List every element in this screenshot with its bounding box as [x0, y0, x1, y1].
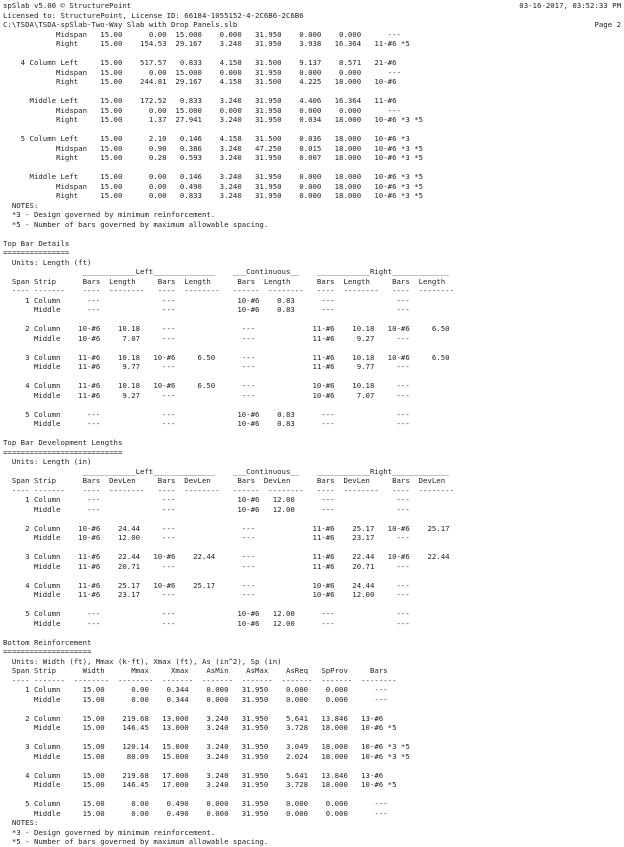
report-line: ====================	[3, 647, 92, 656]
report-line: Top Bar Development Lengths	[3, 438, 123, 447]
report-line	[3, 704, 621, 714]
report-line	[3, 315, 621, 325]
report-line	[3, 600, 621, 610]
report-line: NOTES:	[3, 818, 39, 827]
report-line: ---- ------- ---- -------- ---- -------- ------ -------- ---- -------- ---- --------	[3, 286, 454, 295]
report-line: 5 Column 15.00 0.00 0.490 0.000 31.950 0.000 0.000 ---	[3, 799, 388, 808]
license-text: Licensed to: StructurePoint, License ID: 66184-1055152-4-2C6B6-2C6B6	[3, 10, 304, 20]
report-line: Middle --- --- 10-#6 12.00 --- ---	[3, 618, 410, 628]
report-line	[3, 429, 621, 439]
report-line: Right 15.00 0.28 0.593 3.240 31.950 0.007 18.000 10-#6 *3 *5	[3, 153, 424, 162]
report-line: Middle 11-#6 9.27 --- --- 10-#6 7.07 ---	[3, 390, 410, 400]
report-line: Midspan 15.00 0.00 15.000 0.000 31.950 0.000 0.000 ---	[3, 29, 401, 39]
report-line: Bottom Reinforcement	[3, 637, 92, 647]
report-line: Middle 15.00 146.45 17.000 3.240 31.950 3.728 18.000 10-#6 *5	[3, 780, 397, 789]
report-line: Middle 15.00 146.45 13.000 3.240 31.950 3.728 18.000 10-#6 *5	[3, 723, 397, 732]
page-number: Page 2	[594, 20, 621, 29]
report-line: Middle 15.00 80.09 15.000 3.240 31.950 2.024 18.000 10-#6 *3 *5	[3, 751, 410, 761]
report-line: 5 Column --- --- 10-#6 0.83 --- ---	[3, 409, 410, 419]
report-line: Span Strip Bars Length Bars Length Bars Length Bars Length Bars Length	[3, 276, 446, 286]
report-line: 4 Column 11-#6 25.17 10-#6 25.17 --- 10-#6 24.44 ---	[3, 580, 410, 590]
report-line: NOTES:	[3, 200, 39, 210]
report-line	[3, 125, 621, 135]
report-line	[3, 514, 621, 524]
report-line	[3, 733, 621, 743]
report-line: Units: Length (ft)	[3, 257, 92, 267]
report-line: 1 Column --- --- 10-#6 12.00 --- ---	[3, 495, 410, 504]
report-line: Middle --- --- 10-#6 12.00 --- ---	[3, 504, 410, 514]
report-line: 2 Column 10-#6 24.44 --- --- 11-#6 25.17 10-#6 25.17	[3, 523, 450, 533]
report-line: Midspan 15.00 0.00 0.490 3.240 31.950 0.000 18.000 10-#6 *3 *5	[3, 181, 424, 191]
report-line: Middle --- --- 10-#6 0.83 --- ---	[3, 305, 410, 314]
report-line: 4 Column Left 15.00 517.57 0.833 4.158 31.500 9.137 8.571 21-#6	[3, 58, 397, 67]
report-line: 4 Column 11-#6 10.18 10-#6 6.50 --- 10-#6 10.18 ---	[3, 381, 410, 390]
report-line: Middle Left 15.00 172.52 0.833 3.240 31.950 4.406 16.364 11-#6	[3, 96, 397, 105]
report-line: 5 Column --- --- 10-#6 12.00 --- ---	[3, 609, 410, 618]
report-line: *3 - Design governed by minimum reinforcement.	[3, 827, 216, 837]
report-line	[3, 163, 621, 173]
report-line: ===============	[3, 248, 70, 257]
report-line	[3, 372, 621, 382]
report-line	[3, 571, 621, 581]
report-line	[3, 229, 621, 239]
report-line	[3, 87, 621, 97]
report-line: Middle 11-#6 9.77 --- --- 11-#6 9.77 ---	[3, 362, 410, 371]
header-row-2	[3, 11, 621, 21]
report-line: Units: Length (in)	[3, 457, 92, 466]
report-line: Middle Left 15.00 0.00 0.146 3.240 31.950 0.000 18.000 10-#6 *3 *5	[3, 172, 424, 181]
report-line: Right 15.00 1.37 27.941 3.240 31.950 0.034 18.000 10-#6 *3 *5	[3, 115, 424, 124]
report-line: Right 15.00 154.53 29.167 3.240 31.950 3.938 16.364 11-#6 *5	[3, 39, 410, 48]
report-line: Midspan 15.00 0.00 15.000 0.000 31.950 0.000 0.000 ---	[3, 67, 401, 77]
report-line: Middle 11-#6 23.17 --- --- 10-#6 12.00 ---	[3, 590, 410, 599]
report-line: ===========================	[3, 447, 123, 457]
report-datetime: 03-16-2017, 03:52:33 PM	[519, 1, 621, 10]
report-line: ____________Left______________ ___Continuous__ ____________Right_____________	[3, 466, 450, 476]
report-line: Midspan 15.00 0.90 0.386 3.240 47.250 0.015 18.000 10-#6 *3 *5	[3, 143, 424, 153]
header-row-1	[3, 1, 621, 11]
report-page	[3, 1, 621, 847]
report-line: 2 Column 10-#6 10.18 --- --- 11-#6 10.18 10-#6 6.50	[3, 324, 450, 333]
report-line: ____________Left______________ ___Continuous__ ____________Right_____________	[3, 267, 450, 276]
report-line	[3, 790, 621, 800]
report-line: Right 15.00 244.81 29.167 4.158 31.500 4.225 18.000 10-#6	[3, 77, 397, 86]
report-line: 2 Column 15.00 219.68 13.000 3.240 31.950 5.641 13.846 13-#6	[3, 713, 384, 723]
header-row-3	[3, 20, 621, 30]
report-body	[3, 30, 621, 847]
report-line: 3 Column 15.00 120.14 15.000 3.240 31.950 3.049 18.000 10-#6 *3 *5	[3, 742, 410, 751]
report-line: Middle 10-#6 7.07 --- --- 11-#6 9.27 ---	[3, 333, 410, 343]
report-line: 5 Column Left 15.00 2.10 0.146 4.158 31.500 0.036 18.000 10-#6 *3	[3, 134, 410, 143]
report-line: Span Strip Width Mmax Xmax AsMin AsMax AsReq SpProv Bars	[3, 666, 388, 675]
report-line	[3, 543, 621, 553]
report-line: 1 Column 15.00 0.00 0.344 0.000 31.950 0.000 0.000 ---	[3, 685, 388, 694]
report-line: *5 - Number of bars governed by maximum allowable spacing.	[3, 837, 269, 846]
report-line	[3, 628, 621, 638]
report-line: Middle 15.00 0.00 0.344 0.000 31.950 0.000 0.000 ---	[3, 694, 388, 704]
report-line	[3, 343, 621, 353]
report-line: Span Strip Bars DevLen Bars DevLen Bars DevLen Bars DevLen Bars DevLen	[3, 476, 446, 485]
report-line: Midspan 15.00 0.00 15.000 0.000 31.950 0.000 0.000 ---	[3, 105, 401, 115]
report-line	[3, 49, 621, 59]
report-line: ---- ------- ---- -------- ---- -------- ------ -------- ---- -------- ---- --------	[3, 485, 454, 495]
report-line	[3, 761, 621, 771]
report-line: *3 - Design governed by minimum reinforcement.	[3, 210, 216, 219]
report-line: Middle --- --- 10-#6 0.83 --- ---	[3, 419, 410, 428]
report-line: Right 15.00 0.00 0.833 3.240 31.950 0.000 18.000 10-#6 *3 *5	[3, 191, 424, 200]
report-line: Middle 10-#6 12.00 --- --- 11-#6 23.17 ---	[3, 533, 410, 542]
report-line: *5 - Number of bars governed by maximum allowable spacing.	[3, 219, 269, 229]
report-line: Middle 11-#6 20.71 --- --- 11-#6 20.71 ---	[3, 561, 410, 571]
report-line: 1 Column --- --- 10-#6 0.83 --- ---	[3, 295, 410, 305]
report-line: Top Bar Details	[3, 238, 70, 248]
report-line: 3 Column 11-#6 22.44 10-#6 22.44 --- 11-#6 22.44 10-#6 22.44	[3, 552, 450, 561]
report-line: 4 Column 15.00 219.68 17.000 3.240 31.950 5.641 13.846 13-#6	[3, 770, 384, 780]
file-path: C:\TSDA\TSDA-spSlab-Two-Way Slab with Drop Panels.slb	[3, 20, 238, 29]
report-line: Middle 15.00 0.00 0.490 0.000 31.950 0.000 0.000 ---	[3, 808, 388, 818]
report-line: ---- ------- -------- -------- ------- ------- ------- ------- ------- --------	[3, 675, 397, 685]
report-line: 3 Column 11-#6 10.18 10-#6 6.50 --- 11-#6 10.18 10-#6 6.50	[3, 352, 450, 362]
report-line: Units: Width (ft), Mmax (k-ft), Xmax (ft), As (in^2), Sp (in)	[3, 656, 282, 666]
report-line	[3, 400, 621, 410]
app-name: spSlab v5.00 © StructurePoint	[3, 1, 132, 10]
